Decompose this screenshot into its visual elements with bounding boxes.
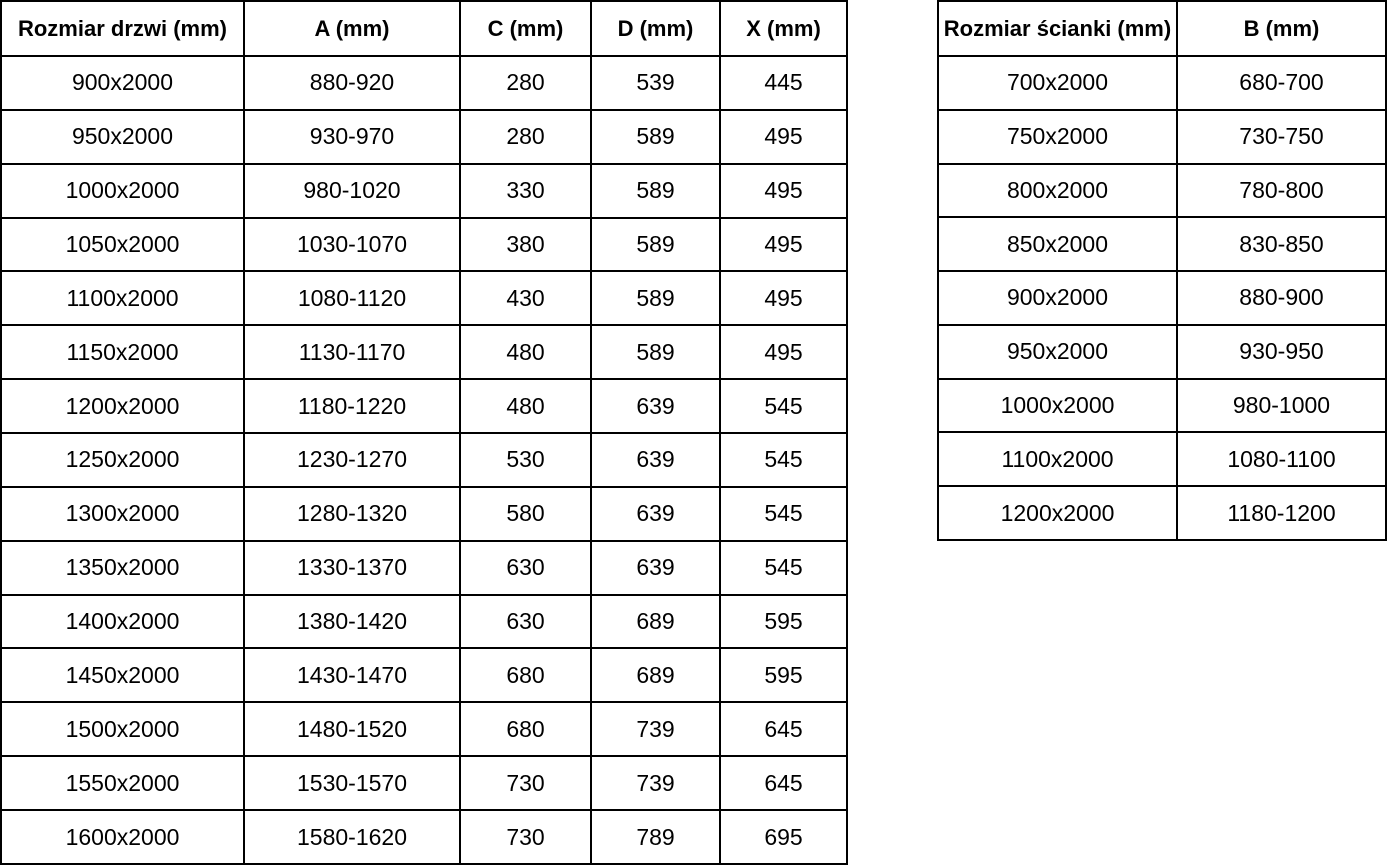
table-cell: 595 bbox=[720, 595, 847, 649]
table-cell: 1000x2000 bbox=[1, 164, 244, 218]
table-cell: 639 bbox=[591, 379, 720, 433]
table-cell: 495 bbox=[720, 218, 847, 272]
table-cell: 930-970 bbox=[244, 110, 460, 164]
table-cell: 639 bbox=[591, 487, 720, 541]
table-cell: 830-850 bbox=[1177, 217, 1386, 271]
header-row bbox=[938, 1, 1386, 56]
table-cell: 900x2000 bbox=[938, 271, 1177, 325]
table-cell: 589 bbox=[591, 218, 720, 272]
table-cell: 695 bbox=[720, 810, 847, 864]
table-cell: 495 bbox=[720, 325, 847, 379]
table-cell: 1150x2000 bbox=[1, 325, 244, 379]
table-cell: 539 bbox=[591, 56, 720, 110]
table-cell: 900x2000 bbox=[1, 56, 244, 110]
table-row bbox=[1, 648, 847, 702]
table-cell: 680 bbox=[460, 702, 591, 756]
table-cell: 495 bbox=[720, 271, 847, 325]
table-cell: 580 bbox=[460, 487, 591, 541]
table-cell: 530 bbox=[460, 433, 591, 487]
table-cell: 1200x2000 bbox=[938, 486, 1177, 540]
table-cell: 630 bbox=[460, 541, 591, 595]
table-cell: 739 bbox=[591, 756, 720, 810]
table-row bbox=[938, 56, 1386, 110]
table-cell: 630 bbox=[460, 595, 591, 649]
table-cell: 1500x2000 bbox=[1, 702, 244, 756]
table-row bbox=[1, 379, 847, 433]
table-cell: 589 bbox=[591, 271, 720, 325]
table-cell: 730 bbox=[460, 756, 591, 810]
table-row bbox=[938, 379, 1386, 433]
table-row bbox=[1, 110, 847, 164]
table-cell: 689 bbox=[591, 595, 720, 649]
table-cell: 850x2000 bbox=[938, 217, 1177, 271]
table-row bbox=[1, 164, 847, 218]
table-cell: 1050x2000 bbox=[1, 218, 244, 272]
table-cell: 1230-1270 bbox=[244, 433, 460, 487]
table-row bbox=[1, 595, 847, 649]
column-header: X (mm) bbox=[720, 1, 847, 56]
table-cell: 1250x2000 bbox=[1, 433, 244, 487]
table-cell: 545 bbox=[720, 433, 847, 487]
table-cell: 645 bbox=[720, 702, 847, 756]
table-cell: 639 bbox=[591, 541, 720, 595]
column-header: A (mm) bbox=[244, 1, 460, 56]
table-cell: 589 bbox=[591, 110, 720, 164]
table-cell: 1080-1100 bbox=[1177, 432, 1386, 486]
table-cell: 730 bbox=[460, 810, 591, 864]
table-cell: 689 bbox=[591, 648, 720, 702]
table-row bbox=[938, 486, 1386, 540]
table-cell: 800x2000 bbox=[938, 164, 1177, 218]
table-cell: 980-1000 bbox=[1177, 379, 1386, 433]
table-cell: 780-800 bbox=[1177, 164, 1386, 218]
table-cell: 545 bbox=[720, 541, 847, 595]
table-row bbox=[1, 271, 847, 325]
table-cell: 330 bbox=[460, 164, 591, 218]
table-row bbox=[938, 110, 1386, 164]
table-cell: 645 bbox=[720, 756, 847, 810]
table-cell: 1600x2000 bbox=[1, 810, 244, 864]
table-cell: 1280-1320 bbox=[244, 487, 460, 541]
table-cell: 589 bbox=[591, 164, 720, 218]
table-cell: 680 bbox=[460, 648, 591, 702]
table-row bbox=[1, 702, 847, 756]
table-row bbox=[1, 56, 847, 110]
table-cell: 750x2000 bbox=[938, 110, 1177, 164]
table-row bbox=[938, 271, 1386, 325]
table-cell: 1030-1070 bbox=[244, 218, 460, 272]
table-row bbox=[1, 218, 847, 272]
table-cell: 1300x2000 bbox=[1, 487, 244, 541]
table-row bbox=[1, 756, 847, 810]
table-cell: 1580-1620 bbox=[244, 810, 460, 864]
table-cell: 495 bbox=[720, 110, 847, 164]
table-cell: 589 bbox=[591, 325, 720, 379]
table-cell: 545 bbox=[720, 487, 847, 541]
table-cell: 1130-1170 bbox=[244, 325, 460, 379]
table-cell: 1430-1470 bbox=[244, 648, 460, 702]
table-cell: 1180-1220 bbox=[244, 379, 460, 433]
table-row bbox=[938, 164, 1386, 218]
table-cell: 639 bbox=[591, 433, 720, 487]
table-row bbox=[938, 217, 1386, 271]
table-cell: 495 bbox=[720, 164, 847, 218]
table-cell: 1550x2000 bbox=[1, 756, 244, 810]
wall-panel-sizes-table bbox=[937, 0, 1387, 541]
table-cell: 1000x2000 bbox=[938, 379, 1177, 433]
table-cell: 930-950 bbox=[1177, 325, 1386, 379]
table-cell: 545 bbox=[720, 379, 847, 433]
table-cell: 480 bbox=[460, 325, 591, 379]
table-row bbox=[1, 487, 847, 541]
table-cell: 789 bbox=[591, 810, 720, 864]
table-row bbox=[1, 433, 847, 487]
table-cell: 950x2000 bbox=[938, 325, 1177, 379]
table-cell: 595 bbox=[720, 648, 847, 702]
table-row bbox=[1, 325, 847, 379]
table-cell: 1200x2000 bbox=[1, 379, 244, 433]
header-row bbox=[1, 1, 847, 56]
table-cell: 380 bbox=[460, 218, 591, 272]
table-cell: 880-920 bbox=[244, 56, 460, 110]
table-cell: 1530-1570 bbox=[244, 756, 460, 810]
table-cell: 739 bbox=[591, 702, 720, 756]
table-cell: 950x2000 bbox=[1, 110, 244, 164]
table-row bbox=[938, 432, 1386, 486]
column-header: Rozmiar ścianki (mm) bbox=[938, 1, 1177, 56]
table-cell: 680-700 bbox=[1177, 56, 1386, 110]
column-header: D (mm) bbox=[591, 1, 720, 56]
table-cell: 1400x2000 bbox=[1, 595, 244, 649]
table-cell: 730-750 bbox=[1177, 110, 1386, 164]
column-header: B (mm) bbox=[1177, 1, 1386, 56]
table-cell: 1380-1420 bbox=[244, 595, 460, 649]
table-row bbox=[1, 541, 847, 595]
table-cell: 1480-1520 bbox=[244, 702, 460, 756]
table-row bbox=[1, 810, 847, 864]
table-cell: 1450x2000 bbox=[1, 648, 244, 702]
table-cell: 1330-1370 bbox=[244, 541, 460, 595]
table-cell: 1180-1200 bbox=[1177, 486, 1386, 540]
column-header: Rozmiar drzwi (mm) bbox=[1, 1, 244, 56]
table-cell: 280 bbox=[460, 56, 591, 110]
table-cell: 445 bbox=[720, 56, 847, 110]
table-cell: 1100x2000 bbox=[938, 432, 1177, 486]
table-cell: 480 bbox=[460, 379, 591, 433]
table-row bbox=[938, 325, 1386, 379]
table-cell: 880-900 bbox=[1177, 271, 1386, 325]
table-cell: 1100x2000 bbox=[1, 271, 244, 325]
table-cell: 980-1020 bbox=[244, 164, 460, 218]
column-header: C (mm) bbox=[460, 1, 591, 56]
table-cell: 1350x2000 bbox=[1, 541, 244, 595]
table-cell: 280 bbox=[460, 110, 591, 164]
table-cell: 430 bbox=[460, 271, 591, 325]
table-cell: 1080-1120 bbox=[244, 271, 460, 325]
table-cell: 700x2000 bbox=[938, 56, 1177, 110]
